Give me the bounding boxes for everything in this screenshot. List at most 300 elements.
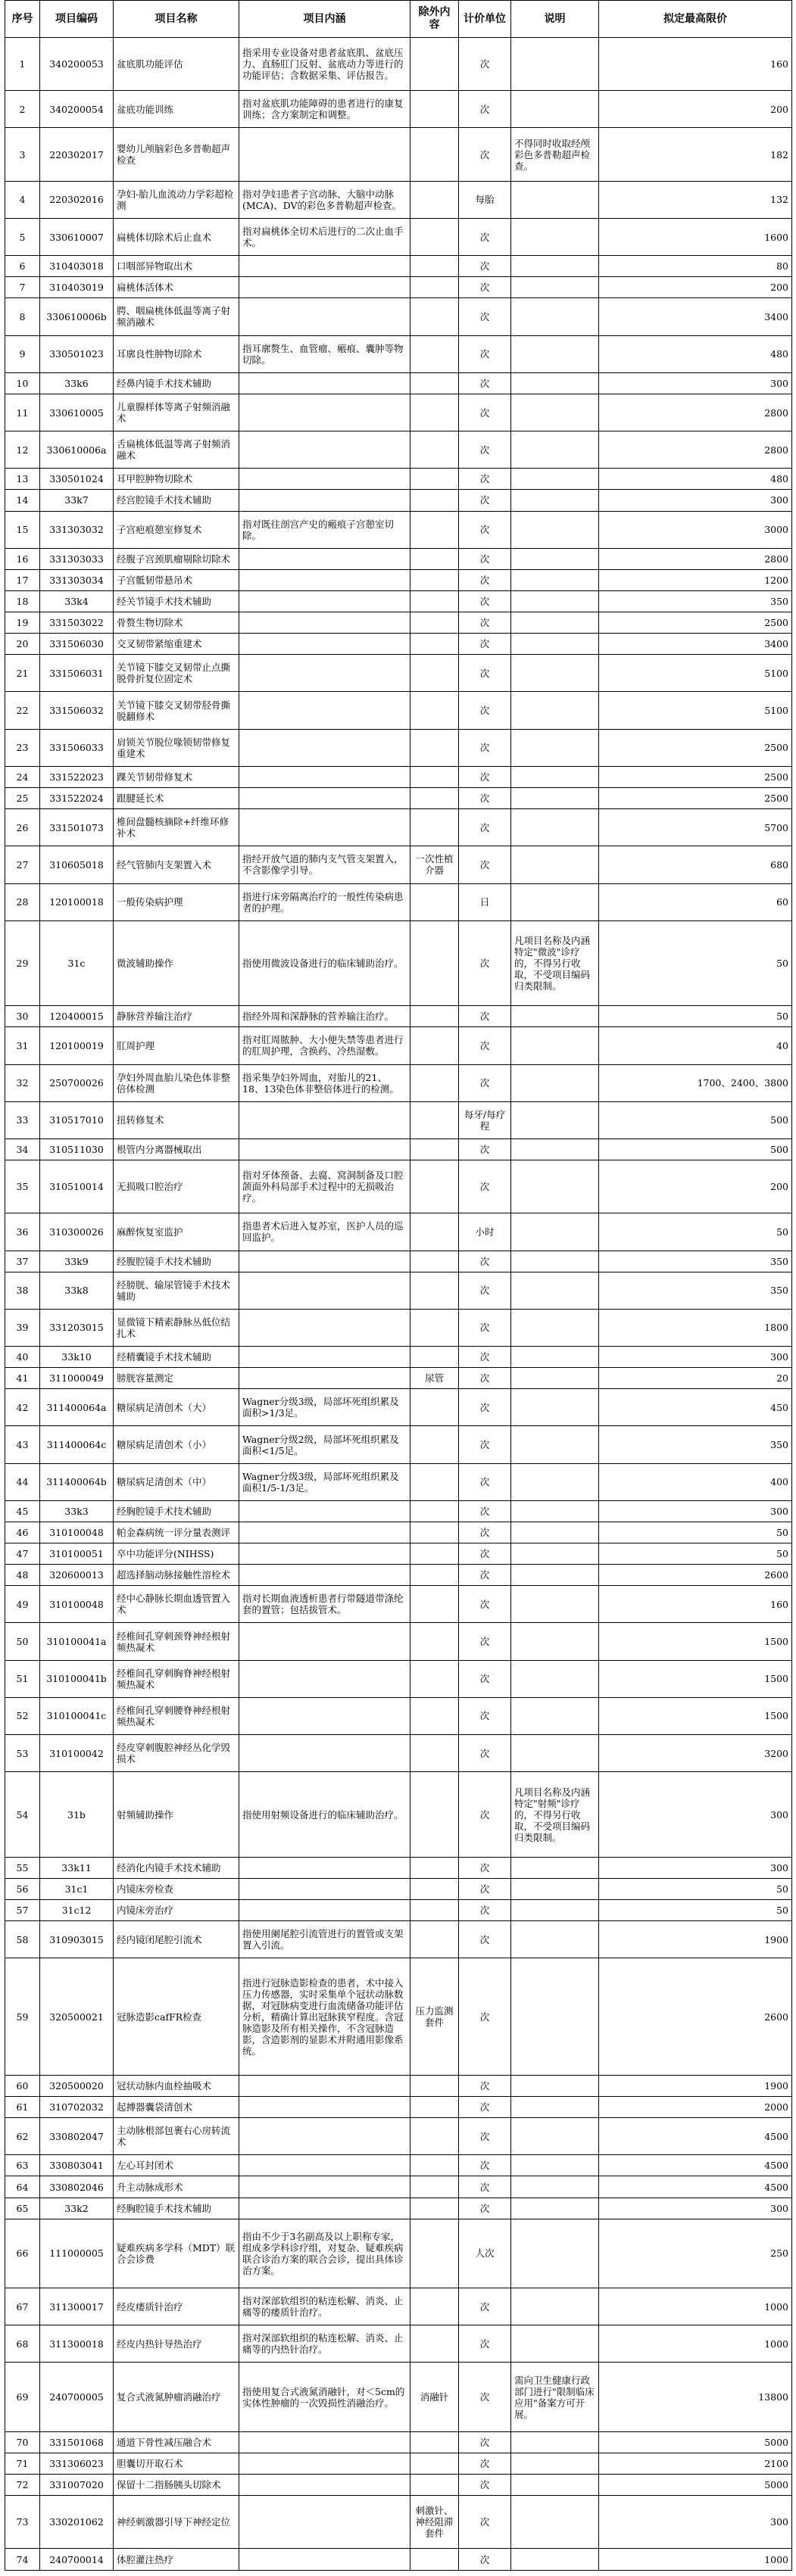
row-name: 糖尿病足清创术（小） bbox=[114, 1426, 239, 1463]
row-price: 1000 bbox=[599, 2288, 792, 2325]
row-exclusion bbox=[410, 256, 459, 277]
row-seq: 40 bbox=[5, 1347, 40, 1368]
row-name: 经消化内镜手术技术辅助 bbox=[114, 1857, 239, 1878]
row-code: 33k11 bbox=[40, 1857, 114, 1878]
row-code: 33k2 bbox=[40, 2198, 114, 2219]
row-price: 2500 bbox=[599, 766, 792, 787]
row-price: 2800 bbox=[599, 548, 792, 569]
row-note bbox=[511, 1463, 599, 1500]
row-code: 111000005 bbox=[40, 2219, 114, 2288]
row-price: 50 bbox=[599, 920, 792, 1005]
row-desc bbox=[239, 655, 410, 692]
row-price: 200 bbox=[599, 277, 792, 298]
table-row bbox=[5, 2475, 792, 2496]
row-desc bbox=[239, 2118, 410, 2155]
row-desc: 指采用专业设备对患者盆底肌、盆底压力、直肠肛门反射、盆底动力等进行的功能评估；含数据采集、评估报告。 bbox=[239, 38, 410, 91]
row-name: 骨赘生物切除术 bbox=[114, 612, 239, 634]
row-name: 胆囊切开取石术 bbox=[114, 2453, 239, 2474]
row-price: 60 bbox=[599, 883, 792, 920]
row-price: 3400 bbox=[599, 634, 792, 655]
row-seq: 48 bbox=[5, 1565, 40, 1586]
row-name: 交叉韧带紧缩重建术 bbox=[114, 634, 239, 655]
row-price: 1500 bbox=[599, 1623, 792, 1660]
row-exclusion bbox=[410, 372, 459, 394]
fee-table-container bbox=[5, 0, 791, 2571]
row-desc bbox=[239, 1697, 410, 1734]
row-unit: 次 bbox=[459, 1735, 511, 1772]
row-note bbox=[511, 2219, 599, 2288]
row-seq: 14 bbox=[5, 490, 40, 511]
row-unit: 次 bbox=[459, 1623, 511, 1660]
row-exclusion bbox=[410, 809, 459, 846]
row-name: 经关节镜手术技术辅助 bbox=[114, 590, 239, 612]
row-code: 310403019 bbox=[40, 277, 114, 298]
row-price: 2500 bbox=[599, 612, 792, 634]
row-seq: 68 bbox=[5, 2325, 40, 2363]
row-desc: 指对既往剖宫产史的瘢痕子宫憩室切除。 bbox=[239, 511, 410, 548]
row-price: 2600 bbox=[599, 1565, 792, 1586]
row-unit: 次 bbox=[459, 1921, 511, 1958]
row-price: 350 bbox=[599, 1272, 792, 1309]
row-note bbox=[511, 1660, 599, 1697]
row-desc bbox=[239, 1309, 410, 1346]
row-exclusion bbox=[410, 1921, 459, 1958]
row-exclusion bbox=[410, 1500, 459, 1522]
row-unit: 次 bbox=[459, 1500, 511, 1522]
row-name: 升主动脉成形术 bbox=[114, 2176, 239, 2198]
row-desc bbox=[239, 1272, 410, 1309]
row-desc bbox=[239, 2549, 410, 2570]
row-exclusion bbox=[410, 655, 459, 692]
row-seq: 1 bbox=[5, 38, 40, 91]
row-name: 内镜床旁治疗 bbox=[114, 1899, 239, 1920]
table-row bbox=[5, 218, 792, 255]
row-name: 经膀胱、输尿管镜手术技术辅助 bbox=[114, 1272, 239, 1309]
row-note bbox=[511, 2176, 599, 2198]
row-price: 480 bbox=[599, 335, 792, 372]
row-name: 静脉营养输注治疗 bbox=[114, 1006, 239, 1027]
row-unit: 次 bbox=[459, 1426, 511, 1463]
row-exclusion bbox=[410, 2325, 459, 2363]
row-price: 480 bbox=[599, 469, 792, 490]
row-seq: 46 bbox=[5, 1522, 40, 1543]
row-exclusion bbox=[410, 2155, 459, 2176]
table-row bbox=[5, 569, 792, 590]
row-name: 子宫疤痕憩室修复术 bbox=[114, 511, 239, 548]
table-row bbox=[5, 1272, 792, 1309]
row-note bbox=[511, 335, 599, 372]
row-price: 3000 bbox=[599, 511, 792, 548]
row-code: 310903015 bbox=[40, 1921, 114, 1958]
row-note bbox=[511, 490, 599, 511]
row-note: 凡项目名称及内涵特定"射频"诊疗的，不得另行收取，不受项目编码归类限制。 bbox=[511, 1772, 599, 1857]
row-name: 疑难疾病多学科（MDT）联合会诊费 bbox=[114, 2219, 239, 2288]
row-exclusion bbox=[410, 1586, 459, 1623]
row-name: 盆底肌功能评估 bbox=[114, 38, 239, 91]
row-name: 子宫骶韧带悬吊术 bbox=[114, 569, 239, 590]
row-name: 经宫腔镜手术技术辅助 bbox=[114, 490, 239, 511]
row-code: 330610007 bbox=[40, 218, 114, 255]
row-name: 冠脉造影cafFR检查 bbox=[114, 1958, 239, 2076]
table-row bbox=[5, 256, 792, 277]
row-price: 350 bbox=[599, 1426, 792, 1463]
row-code: 310100051 bbox=[40, 1543, 114, 1565]
row-name: 口咽部异物取出术 bbox=[114, 256, 239, 277]
row-seq: 15 bbox=[5, 511, 40, 548]
row-code: 331506032 bbox=[40, 692, 114, 729]
row-desc: 指采集孕妇外周血，对胎儿的21、18、13染色体非整倍体进行的检测。 bbox=[239, 1064, 410, 1101]
row-name: 跟腱延长术 bbox=[114, 788, 239, 809]
row-note bbox=[511, 788, 599, 809]
row-desc bbox=[239, 1500, 410, 1522]
row-desc bbox=[239, 1899, 410, 1920]
row-note bbox=[511, 372, 599, 394]
row-name: 微波辅助操作 bbox=[114, 920, 239, 1005]
row-unit: 次 bbox=[459, 729, 511, 766]
row-seq: 57 bbox=[5, 1899, 40, 1920]
row-desc bbox=[239, 490, 410, 511]
row-price: 5100 bbox=[599, 655, 792, 692]
row-price: 200 bbox=[599, 1160, 792, 1213]
row-code: 33k9 bbox=[40, 1251, 114, 1272]
table-row bbox=[5, 655, 792, 692]
row-price: 4500 bbox=[599, 2176, 792, 2198]
row-unit: 次 bbox=[459, 2363, 511, 2431]
row-desc bbox=[239, 2431, 410, 2453]
row-note bbox=[511, 298, 599, 335]
row-code: 330802047 bbox=[40, 2118, 114, 2155]
row-note bbox=[511, 2453, 599, 2474]
row-unit: 次 bbox=[459, 1878, 511, 1899]
header-note: 说明 bbox=[511, 1, 599, 38]
row-unit: 次 bbox=[459, 2075, 511, 2096]
row-exclusion bbox=[410, 590, 459, 612]
row-code: 250700026 bbox=[40, 1064, 114, 1101]
row-unit: 次 bbox=[459, 590, 511, 612]
row-exclusion: 刺激针、神经阻滞套件 bbox=[410, 2496, 459, 2549]
row-desc bbox=[239, 766, 410, 787]
row-seq: 18 bbox=[5, 590, 40, 612]
row-unit: 次 bbox=[459, 2453, 511, 2474]
row-desc bbox=[239, 809, 410, 846]
row-seq: 13 bbox=[5, 469, 40, 490]
row-unit: 次 bbox=[459, 809, 511, 846]
row-unit: 日 bbox=[459, 883, 511, 920]
row-desc bbox=[239, 394, 410, 431]
row-code: 310100042 bbox=[40, 1735, 114, 1772]
row-unit: 人次 bbox=[459, 2219, 511, 2288]
row-exclusion bbox=[410, 1272, 459, 1309]
row-note bbox=[511, 548, 599, 569]
row-seq: 71 bbox=[5, 2453, 40, 2474]
row-code: 33k8 bbox=[40, 1272, 114, 1309]
row-unit: 次 bbox=[459, 1899, 511, 1920]
row-seq: 16 bbox=[5, 548, 40, 569]
row-price: 5100 bbox=[599, 692, 792, 729]
row-name: 卒中功能评分(NIHSS) bbox=[114, 1543, 239, 1565]
row-name: 扁桃体活体术 bbox=[114, 277, 239, 298]
row-desc bbox=[239, 1878, 410, 1899]
row-code: 331306023 bbox=[40, 2453, 114, 2474]
row-seq: 45 bbox=[5, 1500, 40, 1522]
row-unit: 次 bbox=[459, 1522, 511, 1543]
row-unit: 次 bbox=[459, 1857, 511, 1878]
row-exclusion bbox=[410, 766, 459, 787]
row-name: 内镜床旁检查 bbox=[114, 1878, 239, 1899]
row-seq: 74 bbox=[5, 2549, 40, 2570]
row-exclusion bbox=[410, 1251, 459, 1272]
row-unit: 次 bbox=[459, 1368, 511, 1389]
row-price: 500 bbox=[599, 1101, 792, 1138]
row-note: 凡项目名称及内涵特定"微波"诊疗的，不得另行收取，不受项目编码归类限制。 bbox=[511, 920, 599, 1005]
row-seq: 20 bbox=[5, 634, 40, 655]
row-unit: 次 bbox=[459, 2097, 511, 2118]
row-desc bbox=[239, 2097, 410, 2118]
row-seq: 6 bbox=[5, 256, 40, 277]
table-row bbox=[5, 372, 792, 394]
row-code: 240700014 bbox=[40, 2549, 114, 2570]
row-note bbox=[511, 634, 599, 655]
row-desc bbox=[239, 128, 410, 181]
row-price: 160 bbox=[599, 1586, 792, 1623]
row-name: 无损吸口腔治疗 bbox=[114, 1160, 239, 1213]
row-price: 300 bbox=[599, 1347, 792, 1368]
row-seq: 28 bbox=[5, 883, 40, 920]
row-seq: 5 bbox=[5, 218, 40, 255]
row-desc bbox=[239, 1565, 410, 1586]
row-name: 耳甲腔肿物切除术 bbox=[114, 469, 239, 490]
row-name: 主动脉根部包裹右心房转流术 bbox=[114, 2118, 239, 2155]
row-unit: 次 bbox=[459, 2431, 511, 2453]
row-price: 5700 bbox=[599, 809, 792, 846]
row-seq: 11 bbox=[5, 394, 40, 431]
row-unit: 次 bbox=[459, 1543, 511, 1565]
row-exclusion bbox=[410, 1878, 459, 1899]
row-price: 300 bbox=[599, 2198, 792, 2219]
row-note bbox=[511, 1426, 599, 1463]
row-exclusion bbox=[410, 2118, 459, 2155]
row-desc bbox=[239, 1623, 410, 1660]
row-exclusion bbox=[410, 91, 459, 128]
row-seq: 37 bbox=[5, 1251, 40, 1272]
row-desc bbox=[239, 2453, 410, 2474]
row-exclusion bbox=[410, 1160, 459, 1213]
row-seq: 63 bbox=[5, 2155, 40, 2176]
row-exclusion bbox=[410, 569, 459, 590]
row-price: 680 bbox=[599, 846, 792, 883]
row-price: 2100 bbox=[599, 2453, 792, 2474]
row-unit: 次 bbox=[459, 1251, 511, 1272]
row-seq: 22 bbox=[5, 692, 40, 729]
row-code: 33k7 bbox=[40, 490, 114, 511]
row-desc: 指使用微波设备进行的临床辅助治疗。 bbox=[239, 920, 410, 1005]
row-exclusion bbox=[410, 1463, 459, 1500]
row-note bbox=[511, 1958, 599, 2076]
row-code: 120100018 bbox=[40, 883, 114, 920]
row-name: 通道下骨性减压融合术 bbox=[114, 2431, 239, 2453]
row-note bbox=[511, 431, 599, 469]
row-code: 310100041c bbox=[40, 1697, 114, 1734]
row-unit: 次 bbox=[459, 655, 511, 692]
row-note bbox=[511, 277, 599, 298]
row-price: 3200 bbox=[599, 1735, 792, 1772]
row-exclusion bbox=[410, 788, 459, 809]
row-price: 5000 bbox=[599, 2431, 792, 2453]
row-name: 孕妇-胎儿血流动力学彩超检测 bbox=[114, 181, 239, 218]
table-row bbox=[5, 38, 792, 91]
row-note bbox=[511, 1064, 599, 1101]
row-unit: 次 bbox=[459, 128, 511, 181]
row-unit: 每牙/每疗程 bbox=[459, 1101, 511, 1138]
row-desc: 指对牙体预备、去腐、窝洞制备及口腔颌面外科局部手术过程中的无损吸治疗。 bbox=[239, 1160, 410, 1213]
row-note bbox=[511, 1565, 599, 1586]
row-price: 50 bbox=[599, 1878, 792, 1899]
header-seq: 序号 bbox=[5, 1, 40, 38]
row-exclusion bbox=[410, 277, 459, 298]
row-desc bbox=[239, 1138, 410, 1160]
row-desc bbox=[239, 590, 410, 612]
row-name: 婴幼儿颅脑彩色多普勒超声检查 bbox=[114, 128, 239, 181]
row-note bbox=[511, 1623, 599, 1660]
table-row bbox=[5, 2431, 792, 2453]
table-header-row bbox=[5, 1, 792, 38]
row-note bbox=[511, 91, 599, 128]
row-name: 经内镜闭尾腔引流术 bbox=[114, 1921, 239, 1958]
row-seq: 61 bbox=[5, 2097, 40, 2118]
row-exclusion bbox=[410, 431, 459, 469]
row-desc bbox=[239, 2198, 410, 2219]
row-unit: 次 bbox=[459, 2288, 511, 2325]
table-row bbox=[5, 1027, 792, 1064]
row-note bbox=[511, 1309, 599, 1346]
row-seq: 29 bbox=[5, 920, 40, 1005]
row-note bbox=[511, 2075, 599, 2096]
row-seq: 25 bbox=[5, 788, 40, 809]
row-seq: 12 bbox=[5, 431, 40, 469]
row-desc: 指对孕妇患者子宫动脉、大脑中动脉(MCA)、DV的彩色多普勒超声检查。 bbox=[239, 181, 410, 218]
row-name: 帕金森病统一评分量表测评 bbox=[114, 1522, 239, 1543]
row-unit: 次 bbox=[459, 1006, 511, 1027]
row-note bbox=[511, 2288, 599, 2325]
table-row bbox=[5, 809, 792, 846]
row-desc: 指对扁桃体全切术后进行的二次止血手术。 bbox=[239, 218, 410, 255]
row-note bbox=[511, 846, 599, 883]
row-note bbox=[511, 1368, 599, 1389]
row-price: 1500 bbox=[599, 1697, 792, 1734]
row-note bbox=[511, 729, 599, 766]
row-price: 5000 bbox=[599, 2475, 792, 2496]
row-price: 300 bbox=[599, 490, 792, 511]
table-row bbox=[5, 91, 792, 128]
row-code: 220302017 bbox=[40, 128, 114, 181]
row-seq: 58 bbox=[5, 1921, 40, 1958]
row-unit: 次 bbox=[459, 1660, 511, 1697]
row-exclusion bbox=[410, 1857, 459, 1878]
row-exclusion bbox=[410, 1006, 459, 1027]
row-note bbox=[511, 2325, 599, 2363]
row-note bbox=[511, 1006, 599, 1027]
table-row bbox=[5, 1213, 792, 1251]
row-seq: 17 bbox=[5, 569, 40, 590]
row-code: 310517010 bbox=[40, 1101, 114, 1138]
row-desc bbox=[239, 277, 410, 298]
header-name: 项目名称 bbox=[114, 1, 239, 38]
row-exclusion bbox=[410, 1623, 459, 1660]
row-note bbox=[511, 2198, 599, 2219]
table-row bbox=[5, 469, 792, 490]
row-note bbox=[511, 2496, 599, 2549]
row-exclusion bbox=[410, 634, 459, 655]
table-row bbox=[5, 1064, 792, 1101]
row-seq: 34 bbox=[5, 1138, 40, 1160]
row-name: 扭转修复术 bbox=[114, 1101, 239, 1138]
row-unit: 次 bbox=[459, 846, 511, 883]
table-row bbox=[5, 612, 792, 634]
table-row bbox=[5, 1878, 792, 1899]
row-unit: 次 bbox=[459, 2155, 511, 2176]
row-code: 331007020 bbox=[40, 2475, 114, 2496]
table-row bbox=[5, 1958, 792, 2076]
row-code: 120400015 bbox=[40, 1006, 114, 1027]
table-row bbox=[5, 1251, 792, 1272]
table-row bbox=[5, 2075, 792, 2096]
row-unit: 次 bbox=[459, 920, 511, 1005]
row-code: 311400064b bbox=[40, 1463, 114, 1500]
row-code: 331501073 bbox=[40, 809, 114, 846]
row-price: 1600 bbox=[599, 218, 792, 255]
row-exclusion bbox=[410, 729, 459, 766]
table-row bbox=[5, 2496, 792, 2549]
header-exclusion: 除外内容 bbox=[410, 1, 459, 38]
row-desc bbox=[239, 469, 410, 490]
row-seq: 56 bbox=[5, 1878, 40, 1899]
table-row bbox=[5, 2155, 792, 2176]
row-code: 331503022 bbox=[40, 612, 114, 634]
row-unit: 次 bbox=[459, 38, 511, 91]
table-row bbox=[5, 298, 792, 335]
row-code: 331506030 bbox=[40, 634, 114, 655]
row-note bbox=[511, 1857, 599, 1878]
row-code: 330803041 bbox=[40, 2155, 114, 2176]
table-row bbox=[5, 1463, 792, 1500]
row-seq: 43 bbox=[5, 1426, 40, 1463]
row-desc bbox=[239, 1101, 410, 1138]
table-row bbox=[5, 181, 792, 218]
row-seq: 72 bbox=[5, 2475, 40, 2496]
row-code: 310510014 bbox=[40, 1160, 114, 1213]
row-exclusion: 一次性植介器 bbox=[410, 846, 459, 883]
row-note bbox=[511, 1543, 599, 1565]
row-name: 关节镜下膝交叉韧带胫骨撕脱翻修术 bbox=[114, 692, 239, 729]
row-code: 330610005 bbox=[40, 394, 114, 431]
row-desc bbox=[239, 1660, 410, 1697]
row-name: 椎间盘髓核摘除+纤维环修补术 bbox=[114, 809, 239, 846]
row-note bbox=[511, 590, 599, 612]
row-name: 麻醉恢复室监护 bbox=[114, 1213, 239, 1251]
row-code: 310100048 bbox=[40, 1522, 114, 1543]
table-row bbox=[5, 788, 792, 809]
row-desc: 指对肛周脓肿、大小便失禁等患者进行的肛周护理，含换药、冷热湿敷。 bbox=[239, 1027, 410, 1064]
row-price: 50 bbox=[599, 1899, 792, 1920]
row-exclusion bbox=[410, 1309, 459, 1346]
row-seq: 62 bbox=[5, 2118, 40, 2155]
row-exclusion: 尿管 bbox=[410, 1368, 459, 1389]
row-name: 复合式液氮肿瘤消融治疗 bbox=[114, 2363, 239, 2431]
table-row bbox=[5, 846, 792, 883]
row-price: 40 bbox=[599, 1027, 792, 1064]
row-name: 盆底功能训练 bbox=[114, 91, 239, 128]
row-seq: 41 bbox=[5, 1368, 40, 1389]
